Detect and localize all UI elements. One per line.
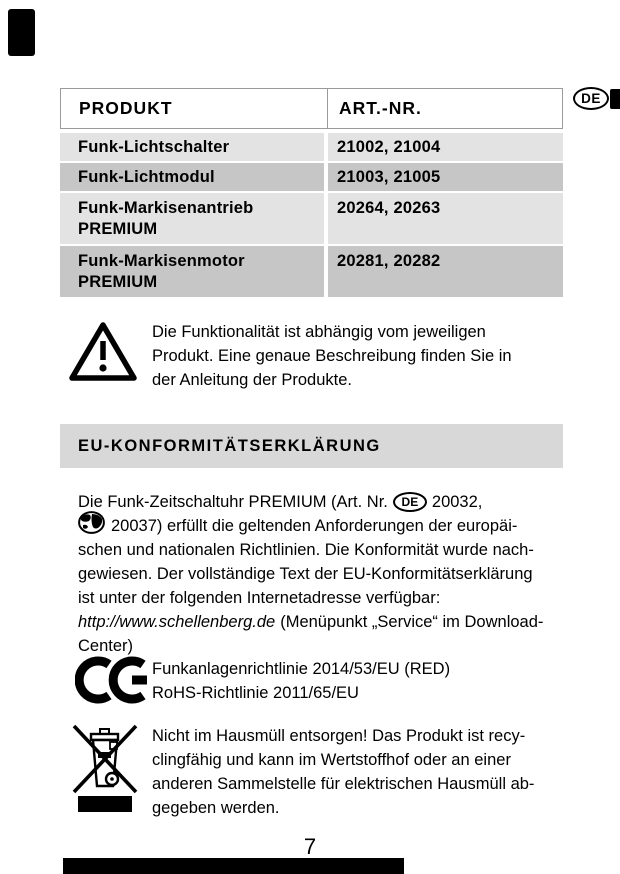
product-cell bbox=[60, 246, 324, 297]
ce-mark-icon bbox=[75, 656, 153, 709]
weee-line: clingfähig und kann im Wertstoffhof oder an einer bbox=[152, 751, 511, 769]
ce-directives bbox=[152, 657, 450, 705]
weee-line: Nicht im Hausmüll entsorgen! Das Produkt ist recy- bbox=[152, 727, 526, 745]
paragraph-line: schen und nationalen Richtlinien. Die Konformität wurde nach- bbox=[78, 541, 534, 559]
page-number: 7 bbox=[303, 834, 317, 859]
product-cell bbox=[60, 193, 324, 244]
table-header-artnr: ART.-NR. bbox=[339, 98, 422, 118]
declaration-paragraph bbox=[78, 490, 543, 658]
paragraph-line bbox=[78, 514, 543, 538]
product-line: Funk-Markisenantrieb bbox=[78, 199, 254, 217]
print-mark-top-left bbox=[8, 9, 35, 56]
product-cell: Funk-Lichtmodul bbox=[60, 163, 324, 191]
decl-line1-suffix: 20032, bbox=[431, 493, 483, 511]
print-mark-bottom bbox=[63, 858, 404, 874]
weee-bin-icon bbox=[72, 720, 138, 817]
ce-directive-line: Funkanlagenrichtlinie 2014/53/EU (RED) bbox=[152, 660, 451, 678]
artnr-cell: 21002, 21004 bbox=[328, 133, 563, 161]
column-divider bbox=[327, 89, 328, 128]
warning-line: Die Funktionalität ist abhängig vom jeweiligen bbox=[152, 323, 486, 341]
paragraph-line bbox=[78, 490, 543, 514]
table-row bbox=[60, 163, 563, 191]
table-header-row bbox=[60, 88, 563, 129]
globe-icon bbox=[78, 511, 105, 541]
language-badge-de bbox=[573, 87, 609, 110]
weee-line: gegeben werden. bbox=[152, 799, 280, 817]
decl-line6-rest: (Menüpunkt „Service“ im Download- bbox=[280, 613, 544, 631]
paragraph-line: Center) bbox=[78, 637, 134, 655]
warning-line: Produkt. Eine genaue Beschreibung finden Sie in bbox=[152, 347, 512, 365]
artnr-cell: 20264, 20263 bbox=[328, 193, 563, 244]
de-badge-inline-icon: DE bbox=[393, 492, 427, 512]
table-row bbox=[60, 133, 563, 161]
warning-note bbox=[152, 320, 512, 392]
page-edge-tab bbox=[610, 89, 620, 109]
artnr-cell: 20281, 20282 bbox=[328, 246, 563, 297]
warning-line: der Anleitung der Produkte. bbox=[152, 371, 352, 389]
decl-line2: 20037) erfüllt die geltenden Anforderungen der europäi- bbox=[111, 517, 518, 535]
product-line: PREMIUM bbox=[78, 220, 158, 238]
section-title: EU-KONFORMITÄTSERKLÄRUNG bbox=[78, 436, 381, 455]
schellenberg-url-link[interactable]: http://www.schellenberg.de bbox=[78, 613, 276, 631]
ce-directive-line: RoHS-Richtlinie 2011/65/EU bbox=[152, 684, 359, 702]
table-row bbox=[60, 246, 563, 297]
language-badge-label: DE bbox=[581, 91, 601, 106]
paragraph-line: ist unter der folgenden Internetadresse verfügbar: bbox=[78, 589, 441, 607]
warning-triangle-icon bbox=[67, 320, 139, 389]
table-header-produkt: PRODUKT bbox=[79, 98, 173, 118]
product-line: Funk-Markisenmotor bbox=[78, 252, 245, 270]
table-row bbox=[60, 193, 563, 244]
paragraph-line: gewiesen. Der vollständige Text der EU-Konformitätserklärung bbox=[78, 565, 533, 583]
artnr-cell: 21003, 21005 bbox=[328, 163, 563, 191]
product-cell: Funk-Lichtschalter bbox=[60, 133, 324, 161]
product-line: PREMIUM bbox=[78, 273, 158, 291]
weee-note bbox=[152, 724, 534, 820]
weee-line: anderen Sammelstelle für elektrischen Hausmüll ab- bbox=[152, 775, 535, 793]
section-header bbox=[60, 424, 563, 468]
decl-line1-prefix: Die Funk-Zeitschaltuhr PREMIUM (Art. Nr. bbox=[78, 493, 388, 511]
paragraph-line bbox=[78, 610, 543, 634]
